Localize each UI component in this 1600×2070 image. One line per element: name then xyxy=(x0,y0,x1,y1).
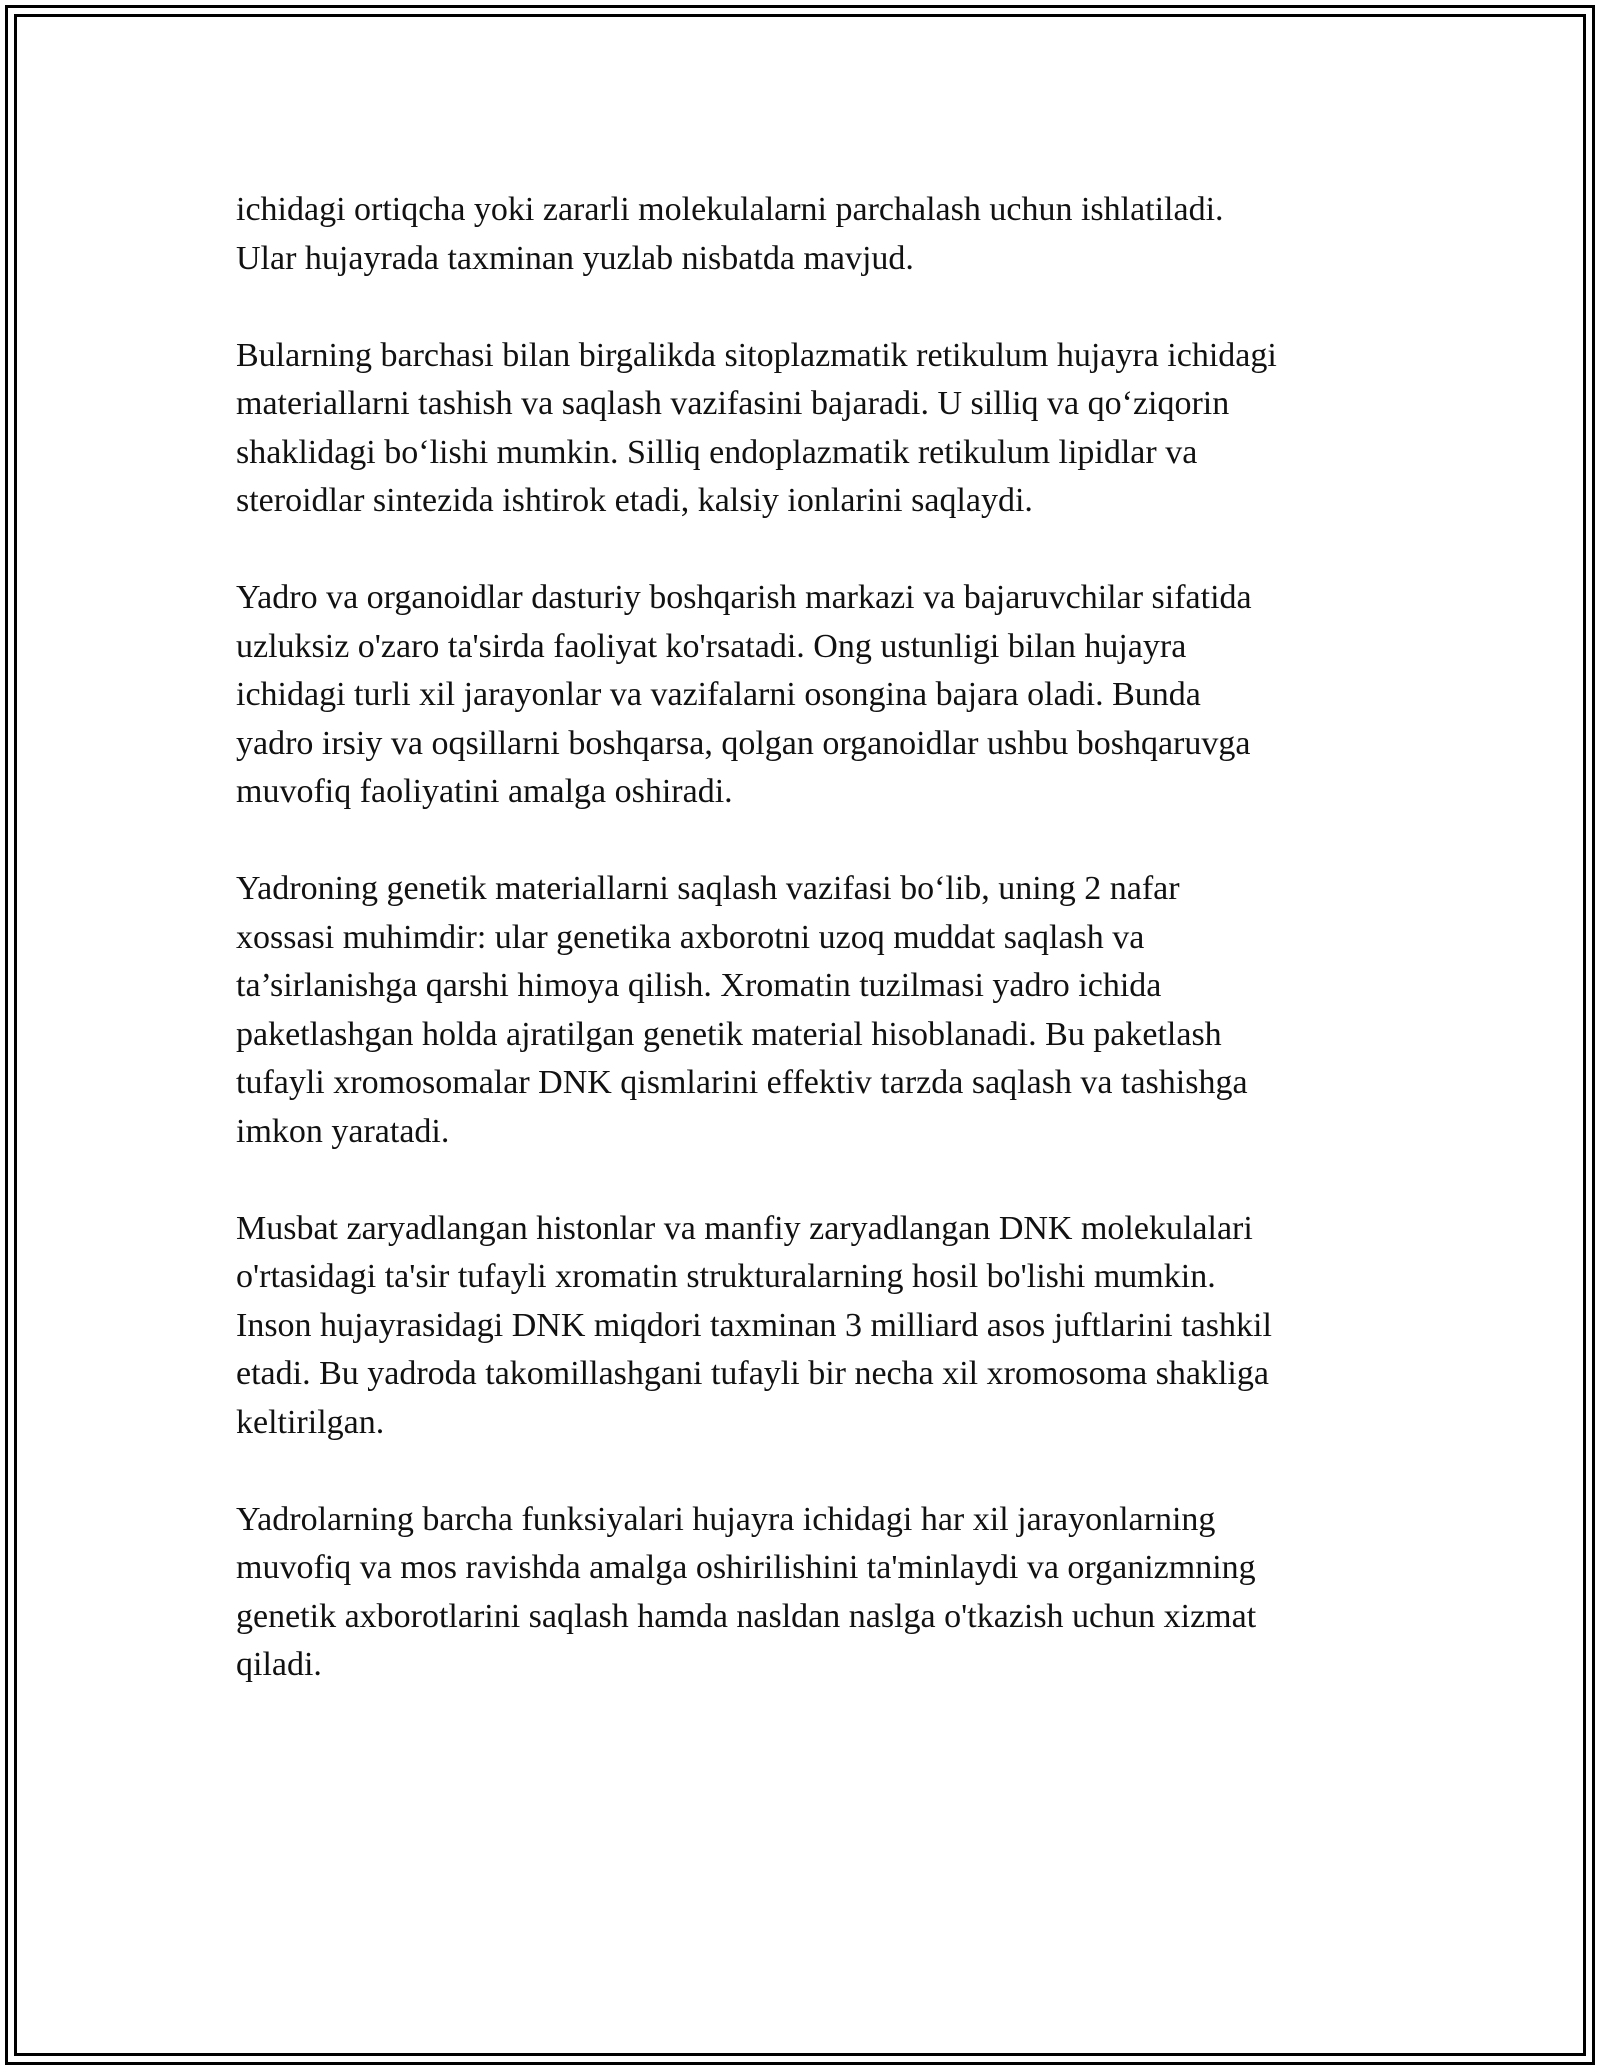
document-body xyxy=(236,186,1416,1690)
paragraph-chromatin: Musbat zaryadlangan histonlar va manfiy zaryadlangan DNK molekulalari o'rtasidagi ta'sir tufayli xromatin strukturalarning hosil bo'lishi mumkin. Inson hujayrasidagi DNK miqdori taxminan 3 milliard asos juftlarini tashkil etadi. Bu yadroda takomillashgani tufayli bir necha xil xromosoma shakliga keltirilgan. xyxy=(236,1209,1272,1441)
paragraph-reticulum: Bularning barchasi bilan birgalikda sitoplazmatik retikulum hujayra ichidagi materiallarni tashish va saqlash vazifasini bajaradi. U silliq va qo‘ziqorin shaklidagi bo‘lishi mumkin. Silliq endoplazmatik retikulum lipidlar va steroidlar sintezida ishtirok etadi, kalsiy ionlarini saqlaydi. xyxy=(236,336,1277,519)
paragraph-nucleus-organoids: Yadro va organoidlar dasturiy boshqarish markazi va bajaruvchilar sifatida uzluksiz o'zaro ta'sirda faoliyat ko'rsatadi. Ong ustunligi bilan hujayra ichidagi turli xil jarayonlar va vazifalarni osongina bajara oladi. Bunda yadro irsiy va oqsillarni boshqarsa, qolgan organoidlar ushbu boshqaruvga muvofiq faoliyatini amalga oshiradi. xyxy=(236,579,1252,810)
paragraph-lysosome-end: ichidagi ortiqcha yoki zararli molekulalarni parchalash uchun ishlatiladi. Ular hujayrada taxminan yuzlab nisbatda mavjud. xyxy=(236,191,1224,277)
paragraph-genetic-material: Yadroning genetik materiallarni saqlash vazifasi bo‘lib, uning 2 nafar xossasi muhimdir: ular genetika axborotni uzoq muddat saqlash va ta’sirlanishga qarshi himoya qilish. Xromatin tuzilmasi yadro ichida paketlashgan holda ajratilgan genetik material hisoblanadi. Bu paketlash tufayli xromosomalar DNK qismlarini effektiv tarzda saqlash va tashishga imkon yaratadi. xyxy=(236,870,1248,1150)
paragraph-nucleus-functions: Yadrolarning barcha funksiyalari hujayra ichidagi har xil jarayonlarning muvofiq va mos ravishda amalga oshirilishini ta'minlaydi va organizmning genetik axborotlarini saqlash hamda nasldan naslga o'tkazish uchun xizmat qiladi. xyxy=(236,1500,1257,1683)
